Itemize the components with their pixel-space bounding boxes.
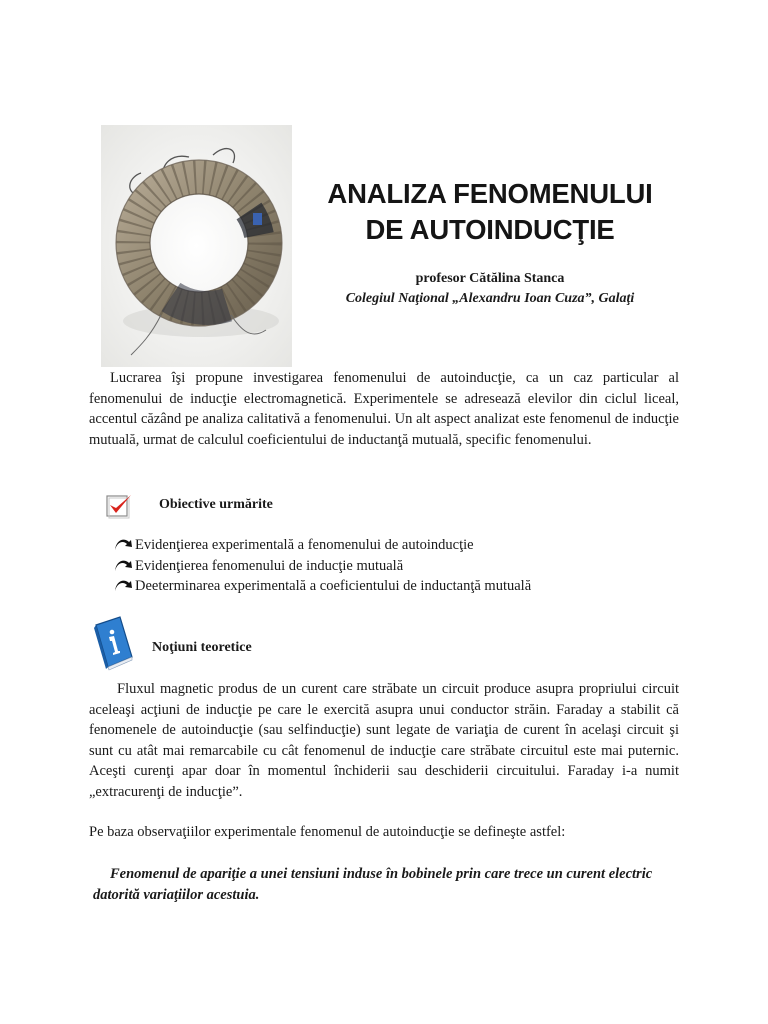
objective-text: Evidenţierea fenomenului de inducţie mutuală bbox=[135, 558, 404, 574]
list-item bbox=[113, 556, 403, 576]
school-name: Colegiul Naţional „Alexandru Ioan Cuza”, Galaţi bbox=[345, 291, 635, 306]
theory-heading: Noţiuni teoretice bbox=[152, 640, 252, 655]
checkmark-icon bbox=[104, 492, 134, 520]
intro-paragraph: Lucrarea îşi propune investigarea fenomenului de autoinducţie, ca un caz particular al fenomenului de inducţie electromagnetică. Experimentele se adresează elevilor din ciclul liceal, accentul căzând pe analiza calitativă a fenomenului. Un alt aspect analizat este fenomenul de inducţie mutuală, urmat de calculul coeficientului de inductanţă mutuală, specific fenomenului. bbox=[89, 370, 679, 448]
list-item bbox=[113, 576, 531, 596]
coil-photo bbox=[101, 125, 292, 367]
info-book-icon bbox=[90, 615, 136, 671]
title-line-2: DE AUTOINDUCŢIE bbox=[365, 214, 615, 245]
objective-text: Evidenţierea experimentală a fenomenului de autoinducţie bbox=[135, 537, 474, 553]
page-title bbox=[310, 176, 670, 248]
curved-arrow-icon bbox=[113, 538, 133, 552]
curved-arrow-icon bbox=[113, 559, 133, 573]
objectives-heading: Obiective urmărite bbox=[159, 497, 273, 512]
definition-text: Fenomenul de apariţie a unei tensiuni induse în bobinele prin care trece un curent electric datorită variaţiilor acestuia. bbox=[93, 866, 653, 903]
title-line-1: ANALIZA FENOMENULUI bbox=[327, 178, 653, 209]
definition-intro: Pe baza observaţiilor experimentale fenomenul de autoinducţie se defineşte astfel: bbox=[89, 824, 566, 840]
author-name: profesor Cătălina Stanca bbox=[415, 271, 565, 286]
theory-paragraph: Fluxul magnetic produs de un curent care străbate un circuit produce asupra propriului circuit aceleaşi acţiuni de inducţie pe care le exercită asupra unui conductor străin. Faraday a stabilit că fenomenele de autoinducţie (sau selfinducţie) sunt legate de variaţia de curent în acelaşi circuit şi sunt cu atât mai remarcabile cu cât fenomenul de inducţie care străbate circuitul este mai puternic. Aceşti curenţi apar doar în momentul închiderii sau deschiderii circuitului. Faraday i-a numit „extracurenţi de inducţie”. bbox=[89, 681, 679, 800]
list-item bbox=[113, 535, 474, 555]
objective-text: Deeterminarea experimentală a coeficientului de inductanţă mutuală bbox=[135, 578, 532, 594]
curved-arrow-icon bbox=[113, 579, 133, 593]
